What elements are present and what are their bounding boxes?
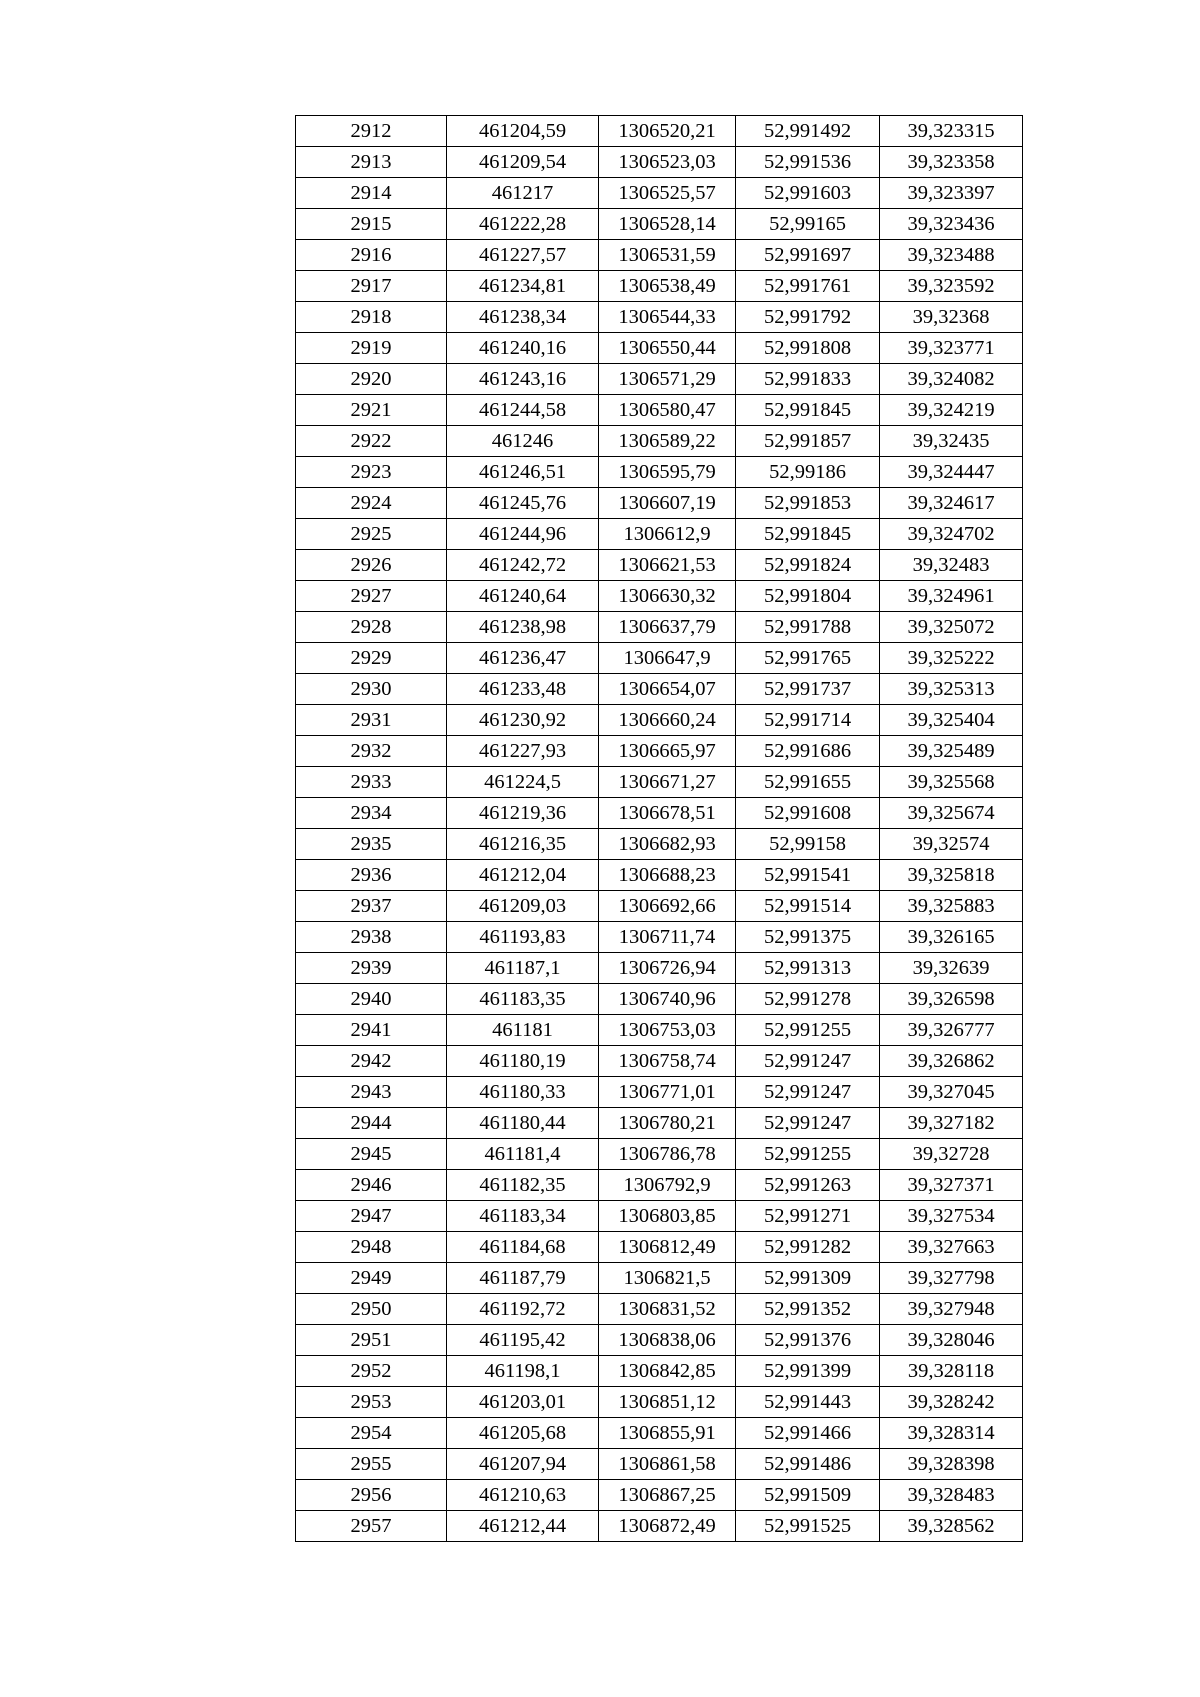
longitude-cell: 39,325568 (880, 767, 1023, 798)
longitude-cell: 39,327534 (880, 1201, 1023, 1232)
latitude-cell: 52,991271 (736, 1201, 880, 1232)
y-coordinate-cell: 1306544,33 (599, 302, 736, 333)
latitude-cell: 52,991536 (736, 147, 880, 178)
longitude-cell: 39,323488 (880, 240, 1023, 271)
table-row (296, 1108, 1023, 1139)
longitude-cell: 39,323592 (880, 271, 1023, 302)
point-number-cell: 2927 (296, 581, 447, 612)
y-coordinate-cell: 1306831,52 (599, 1294, 736, 1325)
point-number-cell: 2913 (296, 147, 447, 178)
table-row (296, 1139, 1023, 1170)
latitude-cell: 52,991608 (736, 798, 880, 829)
y-coordinate-cell: 1306637,79 (599, 612, 736, 643)
longitude-cell: 39,324082 (880, 364, 1023, 395)
y-coordinate-cell: 1306550,44 (599, 333, 736, 364)
point-number-cell: 2916 (296, 240, 447, 271)
point-number-cell: 2929 (296, 643, 447, 674)
table-row (296, 426, 1023, 457)
longitude-cell: 39,323397 (880, 178, 1023, 209)
point-number-cell: 2921 (296, 395, 447, 426)
x-coordinate-cell: 461181,4 (447, 1139, 599, 1170)
x-coordinate-cell: 461187,79 (447, 1263, 599, 1294)
y-coordinate-cell: 1306740,96 (599, 984, 736, 1015)
latitude-cell: 52,99186 (736, 457, 880, 488)
x-coordinate-cell: 461187,1 (447, 953, 599, 984)
latitude-cell: 52,991525 (736, 1511, 880, 1542)
y-coordinate-cell: 1306821,5 (599, 1263, 736, 1294)
x-coordinate-cell: 461181 (447, 1015, 599, 1046)
latitude-cell: 52,991255 (736, 1015, 880, 1046)
longitude-cell: 39,325313 (880, 674, 1023, 705)
point-number-cell: 2915 (296, 209, 447, 240)
table-row (296, 1046, 1023, 1077)
longitude-cell: 39,328562 (880, 1511, 1023, 1542)
x-coordinate-cell: 461212,04 (447, 860, 599, 891)
table-row (296, 1480, 1023, 1511)
y-coordinate-cell: 1306861,58 (599, 1449, 736, 1480)
x-coordinate-cell: 461209,54 (447, 147, 599, 178)
x-coordinate-cell: 461227,57 (447, 240, 599, 271)
y-coordinate-cell: 1306621,53 (599, 550, 736, 581)
longitude-cell: 39,327371 (880, 1170, 1023, 1201)
x-coordinate-cell: 461184,68 (447, 1232, 599, 1263)
latitude-cell: 52,991399 (736, 1356, 880, 1387)
point-number-cell: 2951 (296, 1325, 447, 1356)
y-coordinate-cell: 1306688,23 (599, 860, 736, 891)
x-coordinate-cell: 461224,5 (447, 767, 599, 798)
y-coordinate-cell: 1306665,97 (599, 736, 736, 767)
point-number-cell: 2945 (296, 1139, 447, 1170)
latitude-cell: 52,991247 (736, 1108, 880, 1139)
table-row (296, 1232, 1023, 1263)
point-number-cell: 2956 (296, 1480, 447, 1511)
latitude-cell: 52,991247 (736, 1077, 880, 1108)
table-row (296, 736, 1023, 767)
latitude-cell: 52,991808 (736, 333, 880, 364)
x-coordinate-cell: 461238,34 (447, 302, 599, 333)
latitude-cell: 52,991845 (736, 395, 880, 426)
longitude-cell: 39,325674 (880, 798, 1023, 829)
x-coordinate-cell: 461230,92 (447, 705, 599, 736)
table-row (296, 1387, 1023, 1418)
latitude-cell: 52,991541 (736, 860, 880, 891)
longitude-cell: 39,325489 (880, 736, 1023, 767)
point-number-cell: 2936 (296, 860, 447, 891)
x-coordinate-cell: 461180,44 (447, 1108, 599, 1139)
y-coordinate-cell: 1306812,49 (599, 1232, 736, 1263)
latitude-cell: 52,991313 (736, 953, 880, 984)
table-row (296, 581, 1023, 612)
x-coordinate-cell: 461180,19 (447, 1046, 599, 1077)
longitude-cell: 39,32728 (880, 1139, 1023, 1170)
y-coordinate-cell: 1306528,14 (599, 209, 736, 240)
x-coordinate-cell: 461240,64 (447, 581, 599, 612)
table-row (296, 333, 1023, 364)
latitude-cell: 52,991282 (736, 1232, 880, 1263)
y-coordinate-cell: 1306872,49 (599, 1511, 736, 1542)
x-coordinate-cell: 461195,42 (447, 1325, 599, 1356)
y-coordinate-cell: 1306838,06 (599, 1325, 736, 1356)
table-row (296, 457, 1023, 488)
longitude-cell: 39,323771 (880, 333, 1023, 364)
point-number-cell: 2957 (296, 1511, 447, 1542)
latitude-cell: 52,991443 (736, 1387, 880, 1418)
point-number-cell: 2923 (296, 457, 447, 488)
longitude-cell: 39,323358 (880, 147, 1023, 178)
longitude-cell: 39,327663 (880, 1232, 1023, 1263)
y-coordinate-cell: 1306771,01 (599, 1077, 736, 1108)
longitude-cell: 39,328314 (880, 1418, 1023, 1449)
latitude-cell: 52,991466 (736, 1418, 880, 1449)
x-coordinate-cell: 461219,36 (447, 798, 599, 829)
latitude-cell: 52,991492 (736, 116, 880, 147)
point-number-cell: 2942 (296, 1046, 447, 1077)
y-coordinate-cell: 1306647,9 (599, 643, 736, 674)
x-coordinate-cell: 461216,35 (447, 829, 599, 860)
table-row (296, 550, 1023, 581)
x-coordinate-cell: 461198,1 (447, 1356, 599, 1387)
x-coordinate-cell: 461203,01 (447, 1387, 599, 1418)
table-row (296, 767, 1023, 798)
y-coordinate-cell: 1306525,57 (599, 178, 736, 209)
point-number-cell: 2919 (296, 333, 447, 364)
latitude-cell: 52,991737 (736, 674, 880, 705)
latitude-cell: 52,991853 (736, 488, 880, 519)
point-number-cell: 2952 (296, 1356, 447, 1387)
y-coordinate-cell: 1306660,24 (599, 705, 736, 736)
latitude-cell: 52,991857 (736, 426, 880, 457)
latitude-cell: 52,991761 (736, 271, 880, 302)
longitude-cell: 39,32639 (880, 953, 1023, 984)
x-coordinate-cell: 461245,76 (447, 488, 599, 519)
y-coordinate-cell: 1306523,03 (599, 147, 736, 178)
table-row (296, 364, 1023, 395)
point-number-cell: 2946 (296, 1170, 447, 1201)
table-row (296, 271, 1023, 302)
latitude-cell: 52,991352 (736, 1294, 880, 1325)
x-coordinate-cell: 461217 (447, 178, 599, 209)
point-number-cell: 2948 (296, 1232, 447, 1263)
latitude-cell: 52,991686 (736, 736, 880, 767)
x-coordinate-cell: 461212,44 (447, 1511, 599, 1542)
longitude-cell: 39,326777 (880, 1015, 1023, 1046)
table-row (296, 1325, 1023, 1356)
y-coordinate-cell: 1306595,79 (599, 457, 736, 488)
longitude-cell: 39,328483 (880, 1480, 1023, 1511)
table-row (296, 984, 1023, 1015)
longitude-cell: 39,327948 (880, 1294, 1023, 1325)
table-row (296, 953, 1023, 984)
latitude-cell: 52,991247 (736, 1046, 880, 1077)
x-coordinate-cell: 461180,33 (447, 1077, 599, 1108)
longitude-cell: 39,325883 (880, 891, 1023, 922)
point-number-cell: 2914 (296, 178, 447, 209)
point-number-cell: 2941 (296, 1015, 447, 1046)
latitude-cell: 52,991804 (736, 581, 880, 612)
longitude-cell: 39,328046 (880, 1325, 1023, 1356)
x-coordinate-cell: 461234,81 (447, 271, 599, 302)
y-coordinate-cell: 1306612,9 (599, 519, 736, 550)
longitude-cell: 39,328398 (880, 1449, 1023, 1480)
x-coordinate-cell: 461210,63 (447, 1480, 599, 1511)
longitude-cell: 39,325404 (880, 705, 1023, 736)
point-number-cell: 2935 (296, 829, 447, 860)
table-row (296, 116, 1023, 147)
x-coordinate-cell: 461240,16 (447, 333, 599, 364)
table-row (296, 302, 1023, 333)
point-number-cell: 2932 (296, 736, 447, 767)
table-row (296, 1356, 1023, 1387)
table-row (296, 488, 1023, 519)
latitude-cell: 52,991714 (736, 705, 880, 736)
table-row (296, 1511, 1023, 1542)
y-coordinate-cell: 1306589,22 (599, 426, 736, 457)
latitude-cell: 52,991788 (736, 612, 880, 643)
point-number-cell: 2944 (296, 1108, 447, 1139)
longitude-cell: 39,324702 (880, 519, 1023, 550)
longitude-cell: 39,328242 (880, 1387, 1023, 1418)
table-row (296, 395, 1023, 426)
y-coordinate-cell: 1306682,93 (599, 829, 736, 860)
y-coordinate-cell: 1306851,12 (599, 1387, 736, 1418)
table-row (296, 1170, 1023, 1201)
table-row (296, 1077, 1023, 1108)
longitude-cell: 39,32483 (880, 550, 1023, 581)
point-number-cell: 2947 (296, 1201, 447, 1232)
table-row (296, 829, 1023, 860)
coordinates-table-body (296, 116, 1023, 1542)
x-coordinate-cell: 461244,96 (447, 519, 599, 550)
longitude-cell: 39,325818 (880, 860, 1023, 891)
point-number-cell: 2924 (296, 488, 447, 519)
point-number-cell: 2930 (296, 674, 447, 705)
latitude-cell: 52,991765 (736, 643, 880, 674)
x-coordinate-cell: 461183,35 (447, 984, 599, 1015)
table-row (296, 178, 1023, 209)
y-coordinate-cell: 1306786,78 (599, 1139, 736, 1170)
y-coordinate-cell: 1306726,94 (599, 953, 736, 984)
table-row (296, 519, 1023, 550)
table-row (296, 891, 1023, 922)
y-coordinate-cell: 1306520,21 (599, 116, 736, 147)
table-row (296, 643, 1023, 674)
latitude-cell: 52,991514 (736, 891, 880, 922)
y-coordinate-cell: 1306758,74 (599, 1046, 736, 1077)
table-row (296, 1449, 1023, 1480)
y-coordinate-cell: 1306538,49 (599, 271, 736, 302)
x-coordinate-cell: 461238,98 (447, 612, 599, 643)
point-number-cell: 2937 (296, 891, 447, 922)
table-row (296, 1418, 1023, 1449)
latitude-cell: 52,991655 (736, 767, 880, 798)
longitude-cell: 39,32435 (880, 426, 1023, 457)
y-coordinate-cell: 1306792,9 (599, 1170, 736, 1201)
latitude-cell: 52,991375 (736, 922, 880, 953)
point-number-cell: 2949 (296, 1263, 447, 1294)
table-row (296, 860, 1023, 891)
y-coordinate-cell: 1306630,32 (599, 581, 736, 612)
latitude-cell: 52,991309 (736, 1263, 880, 1294)
longitude-cell: 39,324617 (880, 488, 1023, 519)
latitude-cell: 52,991792 (736, 302, 880, 333)
y-coordinate-cell: 1306671,27 (599, 767, 736, 798)
latitude-cell: 52,991278 (736, 984, 880, 1015)
point-number-cell: 2917 (296, 271, 447, 302)
y-coordinate-cell: 1306753,03 (599, 1015, 736, 1046)
table-row (296, 612, 1023, 643)
point-number-cell: 2918 (296, 302, 447, 333)
longitude-cell: 39,326862 (880, 1046, 1023, 1077)
x-coordinate-cell: 461183,34 (447, 1201, 599, 1232)
table-row (296, 922, 1023, 953)
x-coordinate-cell: 461207,94 (447, 1449, 599, 1480)
y-coordinate-cell: 1306678,51 (599, 798, 736, 829)
table-row (296, 674, 1023, 705)
x-coordinate-cell: 461243,16 (447, 364, 599, 395)
y-coordinate-cell: 1306654,07 (599, 674, 736, 705)
latitude-cell: 52,991697 (736, 240, 880, 271)
longitude-cell: 39,32574 (880, 829, 1023, 860)
point-number-cell: 2912 (296, 116, 447, 147)
x-coordinate-cell: 461236,47 (447, 643, 599, 674)
point-number-cell: 2940 (296, 984, 447, 1015)
point-number-cell: 2928 (296, 612, 447, 643)
latitude-cell: 52,991603 (736, 178, 880, 209)
longitude-cell: 39,323315 (880, 116, 1023, 147)
y-coordinate-cell: 1306780,21 (599, 1108, 736, 1139)
table-row (296, 798, 1023, 829)
latitude-cell: 52,99158 (736, 829, 880, 860)
latitude-cell: 52,991509 (736, 1480, 880, 1511)
longitude-cell: 39,328118 (880, 1356, 1023, 1387)
table-row (296, 1015, 1023, 1046)
latitude-cell: 52,991845 (736, 519, 880, 550)
point-number-cell: 2922 (296, 426, 447, 457)
x-coordinate-cell: 461222,28 (447, 209, 599, 240)
y-coordinate-cell: 1306867,25 (599, 1480, 736, 1511)
latitude-cell: 52,991376 (736, 1325, 880, 1356)
latitude-cell: 52,991255 (736, 1139, 880, 1170)
x-coordinate-cell: 461242,72 (447, 550, 599, 581)
table-row (296, 1201, 1023, 1232)
longitude-cell: 39,326165 (880, 922, 1023, 953)
table-row (296, 209, 1023, 240)
point-number-cell: 2955 (296, 1449, 447, 1480)
longitude-cell: 39,324961 (880, 581, 1023, 612)
y-coordinate-cell: 1306571,29 (599, 364, 736, 395)
point-number-cell: 2925 (296, 519, 447, 550)
longitude-cell: 39,327182 (880, 1108, 1023, 1139)
longitude-cell: 39,325222 (880, 643, 1023, 674)
y-coordinate-cell: 1306855,91 (599, 1418, 736, 1449)
x-coordinate-cell: 461182,35 (447, 1170, 599, 1201)
latitude-cell: 52,991824 (736, 550, 880, 581)
x-coordinate-cell: 461205,68 (447, 1418, 599, 1449)
x-coordinate-cell: 461244,58 (447, 395, 599, 426)
point-number-cell: 2931 (296, 705, 447, 736)
latitude-cell: 52,991486 (736, 1449, 880, 1480)
y-coordinate-cell: 1306531,59 (599, 240, 736, 271)
table-row (296, 705, 1023, 736)
point-number-cell: 2950 (296, 1294, 447, 1325)
point-number-cell: 2939 (296, 953, 447, 984)
longitude-cell: 39,325072 (880, 612, 1023, 643)
x-coordinate-cell: 461233,48 (447, 674, 599, 705)
longitude-cell: 39,327798 (880, 1263, 1023, 1294)
x-coordinate-cell: 461204,59 (447, 116, 599, 147)
y-coordinate-cell: 1306692,66 (599, 891, 736, 922)
point-number-cell: 2943 (296, 1077, 447, 1108)
y-coordinate-cell: 1306580,47 (599, 395, 736, 426)
longitude-cell: 39,32368 (880, 302, 1023, 333)
point-number-cell: 2934 (296, 798, 447, 829)
table-row (296, 240, 1023, 271)
y-coordinate-cell: 1306711,74 (599, 922, 736, 953)
x-coordinate-cell: 461227,93 (447, 736, 599, 767)
point-number-cell: 2926 (296, 550, 447, 581)
latitude-cell: 52,99165 (736, 209, 880, 240)
x-coordinate-cell: 461246 (447, 426, 599, 457)
y-coordinate-cell: 1306607,19 (599, 488, 736, 519)
point-number-cell: 2933 (296, 767, 447, 798)
table-row (296, 1263, 1023, 1294)
point-number-cell: 2954 (296, 1418, 447, 1449)
point-number-cell: 2920 (296, 364, 447, 395)
longitude-cell: 39,327045 (880, 1077, 1023, 1108)
longitude-cell: 39,324447 (880, 457, 1023, 488)
x-coordinate-cell: 461193,83 (447, 922, 599, 953)
point-number-cell: 2953 (296, 1387, 447, 1418)
x-coordinate-cell: 461246,51 (447, 457, 599, 488)
y-coordinate-cell: 1306803,85 (599, 1201, 736, 1232)
coordinates-table (295, 115, 1023, 1542)
longitude-cell: 39,323436 (880, 209, 1023, 240)
longitude-cell: 39,324219 (880, 395, 1023, 426)
x-coordinate-cell: 461209,03 (447, 891, 599, 922)
latitude-cell: 52,991263 (736, 1170, 880, 1201)
point-number-cell: 2938 (296, 922, 447, 953)
x-coordinate-cell: 461192,72 (447, 1294, 599, 1325)
y-coordinate-cell: 1306842,85 (599, 1356, 736, 1387)
table-row (296, 1294, 1023, 1325)
latitude-cell: 52,991833 (736, 364, 880, 395)
longitude-cell: 39,326598 (880, 984, 1023, 1015)
table-row (296, 147, 1023, 178)
